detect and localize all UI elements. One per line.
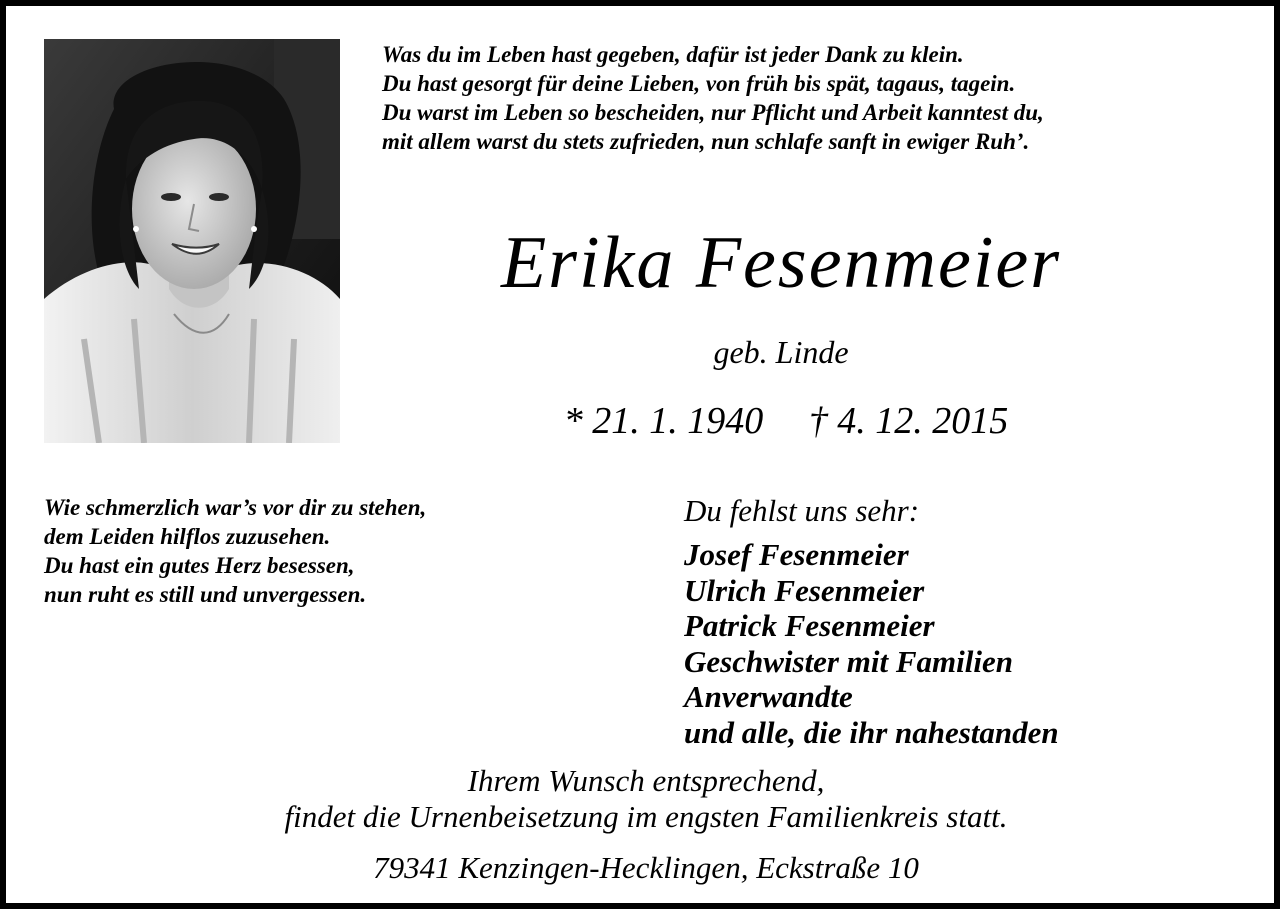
poem-left: [44, 493, 604, 609]
portrait-icon: [44, 39, 340, 443]
poem-top-line: mit allem warst du stets zufrieden, nun schlafe sanft in ewiger Ruh’.: [382, 129, 1030, 154]
death-date: † 4. 12. 2015: [808, 400, 1009, 442]
address: 79341 Kenzingen-Hecklingen, Eckstraße 10: [373, 850, 919, 885]
burial-notice: [166, 763, 1126, 835]
poem-top-line: Du hast gesorgt für deine Lieben, von früh bis spät, tagaus, tagein.: [382, 71, 1016, 96]
mourner: und alle, die ihr nahestanden: [684, 714, 1059, 750]
mourner: Josef Fesenmeier: [684, 537, 909, 572]
notice-line: Ihrem Wunsch entsprechend,: [467, 763, 825, 798]
portrait-photo: [44, 39, 340, 443]
miss-line: Du fehlst uns sehr:: [684, 493, 920, 528]
poem-top: [382, 40, 1262, 156]
poem-top-line: Was du im Leben hast gegeben, dafür ist jeder Dank zu klein.: [382, 42, 964, 67]
birth-date: * 21. 1. 1940: [563, 400, 764, 442]
poem-left-line: nun ruht es still und unvergessen.: [44, 582, 367, 607]
mourner: Ulrich Fesenmeier: [684, 572, 925, 608]
mourner: Anverwandte: [684, 679, 853, 714]
deceased-name: Erika Fesenmeier: [500, 222, 1062, 304]
mourner: Patrick Fesenmeier: [684, 608, 935, 643]
poem-left-line: Wie schmerzlich war’s vor dir zu stehen,: [44, 495, 427, 520]
mourner: Geschwister mit Familien: [684, 643, 1013, 679]
poem-left-line: Du hast ein gutes Herz besessen,: [44, 553, 355, 578]
notice-line: findet die Urnenbeisetzung im engsten Familienkreis statt.: [284, 799, 1008, 834]
poem-left-line: dem Leiden hilflos zuzusehen.: [44, 524, 331, 549]
maiden-name: geb. Linde: [713, 334, 849, 370]
mourners-list: [684, 537, 1059, 750]
poem-top-line: Du warst im Leben so bescheiden, nur Pflicht und Arbeit kanntest du,: [382, 100, 1044, 125]
life-dates: [466, 398, 1106, 444]
